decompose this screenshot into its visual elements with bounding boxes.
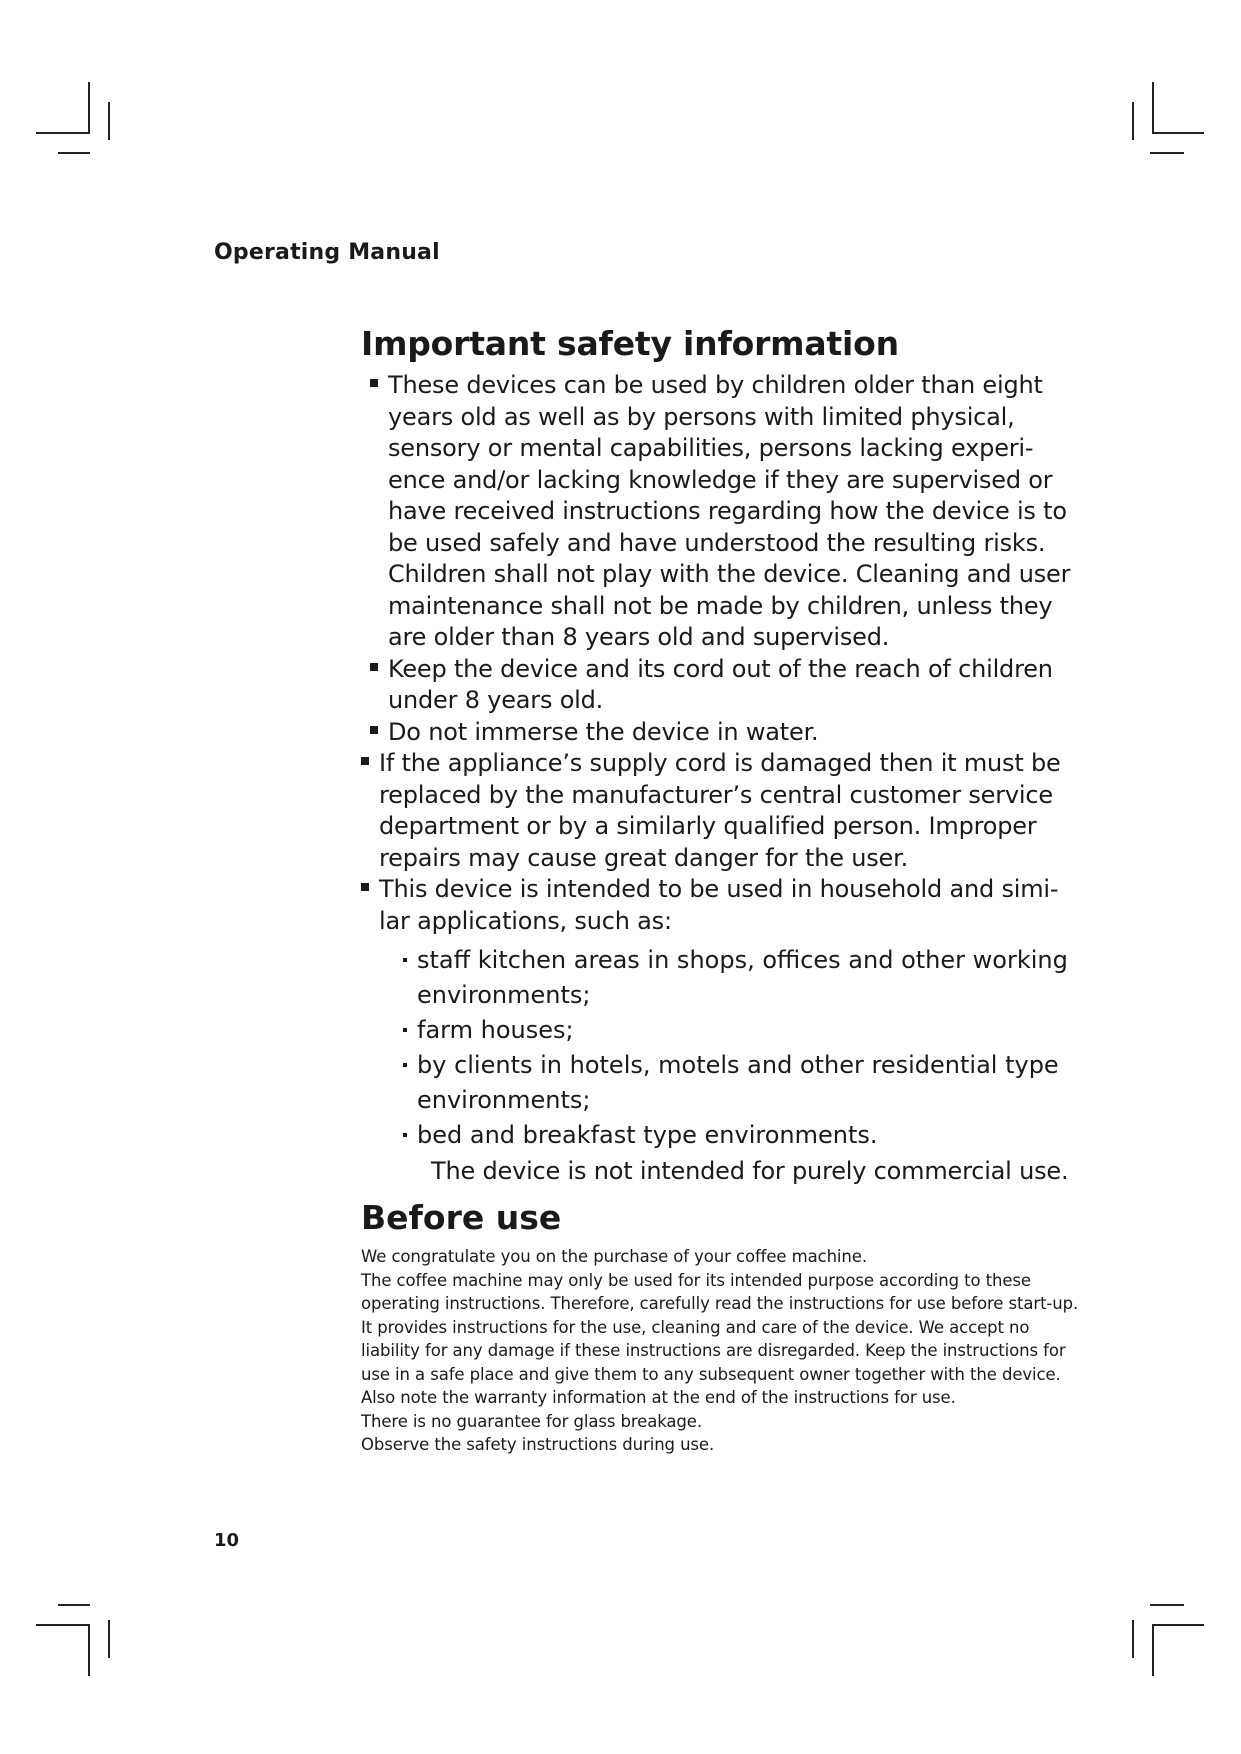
safety-bullet: These devices can be used by children older than eight years old as well as by persons with limited physical, sensory or mental capabilities, persons lacking experi-ence and/or lacking knowledge if they are supervised or have received instructions regarding how the device is to be used safely and have understood the resulting risks. Children shall not play with the device. Cleaning and user maintenance shall not be made by children, unless they are older than 8 years old and supervised. (379, 370, 1081, 654)
bullet-square-icon (370, 663, 378, 671)
crop-mark (1152, 1624, 1154, 1676)
crop-mark (108, 102, 110, 140)
paragraph: We congratulate you on the purchase of your coffee machine. (361, 1247, 867, 1266)
application-list (361, 943, 1081, 1153)
document-header: Operating Manual (214, 240, 440, 265)
bullet-dot-icon (403, 1133, 407, 1137)
application-item: bed and breakfast type environments. (403, 1118, 1081, 1153)
paragraph: The coffee machine may only be used for its intended purpose according to these operating instructions. Therefore, carefully read the instructions for use before start-up. It provides instructions for the use, cleaning and care of the device. We accept no liability for any damage if these instructions are disregarded. Keep the instructions for use in a safe place and give them to any subsequent owner together with the device. Also note the warranty information at the end of the instructions for use. (361, 1270, 1079, 1407)
bullet-square-icon (370, 379, 378, 387)
bullet-dot-icon (403, 1028, 407, 1032)
crop-mark (58, 152, 90, 154)
crop-mark (1152, 132, 1204, 134)
bullet-square-icon (370, 726, 378, 734)
crop-mark (1132, 102, 1134, 140)
crop-mark (1132, 1620, 1134, 1658)
main-content (361, 318, 1081, 1457)
safety-heading: Important safety information (361, 324, 899, 363)
before-use-text (361, 1245, 1081, 1457)
crop-mark (36, 1624, 88, 1626)
crop-mark (1150, 152, 1184, 154)
commercial-use-note: The device is not intended for purely commercial use. (431, 1157, 1069, 1185)
crop-mark (1152, 82, 1154, 134)
crop-mark (1152, 1624, 1204, 1626)
crop-mark (88, 82, 90, 134)
crop-mark (88, 1624, 90, 1676)
safety-bullet: Keep the device and its cord out of the reach of children under 8 years old. (379, 654, 1081, 717)
safety-bullet: Do not immerse the device in water. (379, 717, 1081, 749)
bullet-square-icon (361, 757, 369, 765)
bullet-dot-icon (403, 1063, 407, 1067)
bullet-square-icon (361, 883, 369, 891)
crop-mark (108, 1620, 110, 1658)
page-number: 10 (214, 1530, 240, 1551)
crop-mark (36, 132, 88, 134)
application-item: staff kitchen areas in shops, offices and other working environments; (403, 943, 1081, 1013)
before-use-heading: Before use (361, 1198, 562, 1237)
application-item: by clients in hotels, motels and other residential type environments; (403, 1048, 1081, 1118)
application-item: farm houses; (403, 1013, 1081, 1048)
safety-bullet: This device is intended to be used in household and simi-lar applications, such as: (379, 874, 1081, 937)
crop-mark (58, 1604, 90, 1606)
safety-bullet-list (361, 370, 1081, 937)
paragraph: There is no guarantee for glass breakage. (361, 1411, 702, 1431)
paragraph: Observe the safety instructions during use. (361, 1435, 715, 1454)
safety-bullet: If the appliance’s supply cord is damaged then it must be replaced by the manufacturer’s central customer service department or by a similarly qualified person. Improper repairs may cause great danger for the user. (379, 748, 1081, 874)
bullet-dot-icon (403, 958, 407, 962)
crop-mark (1150, 1604, 1184, 1606)
